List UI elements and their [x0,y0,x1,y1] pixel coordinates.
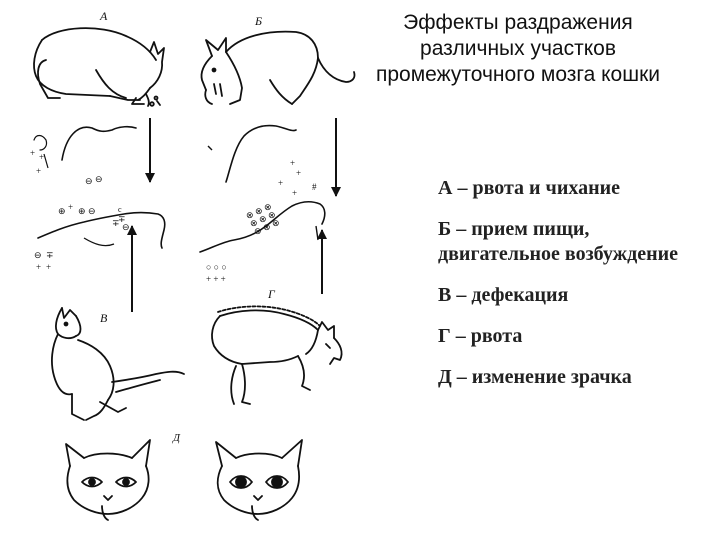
brain-mark: ⊗ [246,210,254,220]
brain-mark: ⊗ [255,206,263,216]
brain-mark: ⊖ [88,206,96,216]
brain-mark: ⊗ [250,218,258,228]
brain-mark: c [118,205,122,214]
panel-label-b: Б [255,14,263,28]
brain-mark: + [292,188,298,198]
panel-label-v: В [100,311,108,325]
brain-mark: ⊗ [268,210,276,220]
brain-mark: ⊖ [95,174,103,184]
brain-graph-b-upper [208,125,317,198]
legend [438,176,708,406]
cat-v-drawing [52,308,184,420]
panel-label-d: Д [173,432,180,444]
cat-face-left [66,440,150,520]
brain-graph-b-lower [200,202,325,284]
brain-mark: # [312,182,317,192]
brain-mark: ⊖ [85,176,93,186]
brain-mark: ⊗ [264,202,272,212]
brain-mark: + [46,262,52,272]
brain-mark: ○ ○ ○ [206,262,227,272]
cat-b-drawing [201,32,354,104]
brain-mark: + [290,158,296,168]
cat-a-drawing [34,28,164,106]
brain-mark: ∓ [118,214,126,224]
brain-mark: ∓ [112,218,120,228]
brain-mark: + [296,168,302,178]
brain-mark: + [36,262,42,272]
panel-label-a: А [100,9,108,23]
brain-mark: + [36,166,42,176]
cat-g-drawing [212,306,342,404]
slide-title: Эффекты раздражения различных участков промежуточного мозга кошки [375,11,660,86]
brain-mark: + [278,178,284,188]
brain-mark: + [39,152,45,162]
brain-mark: ⊗ [259,214,267,224]
brain-graph-a-upper [30,127,136,186]
brain-mark: ⊖ [122,222,130,232]
legend-item-b: Б – прием пищи, двигательное возбуждение [438,218,678,265]
brain-mark: + [68,202,74,212]
legend-item-v: В – дефекация [438,284,569,306]
brain-mark: ⊗ [263,222,271,232]
brain-mark: ⊖ [34,250,42,260]
legend-item-d: Д – изменение зрачка [438,366,632,388]
brain-mark: ⊗ [254,226,262,236]
legend-item-a: А – рвота и чихание [438,177,621,199]
cat-face-right [216,440,302,520]
panel-label-g: Г [268,287,275,301]
brain-mark: ⊕ [58,206,66,216]
brain-mark: ⊕ [78,206,86,216]
brain-graph-a-lower [34,202,165,272]
brain-mark: ⊗ [272,218,280,228]
brain-mark: + [30,148,36,158]
legend-item-g: Г – рвота [438,325,523,347]
brain-mark: + + + [206,274,226,284]
brain-mark: ∓ [46,250,54,260]
